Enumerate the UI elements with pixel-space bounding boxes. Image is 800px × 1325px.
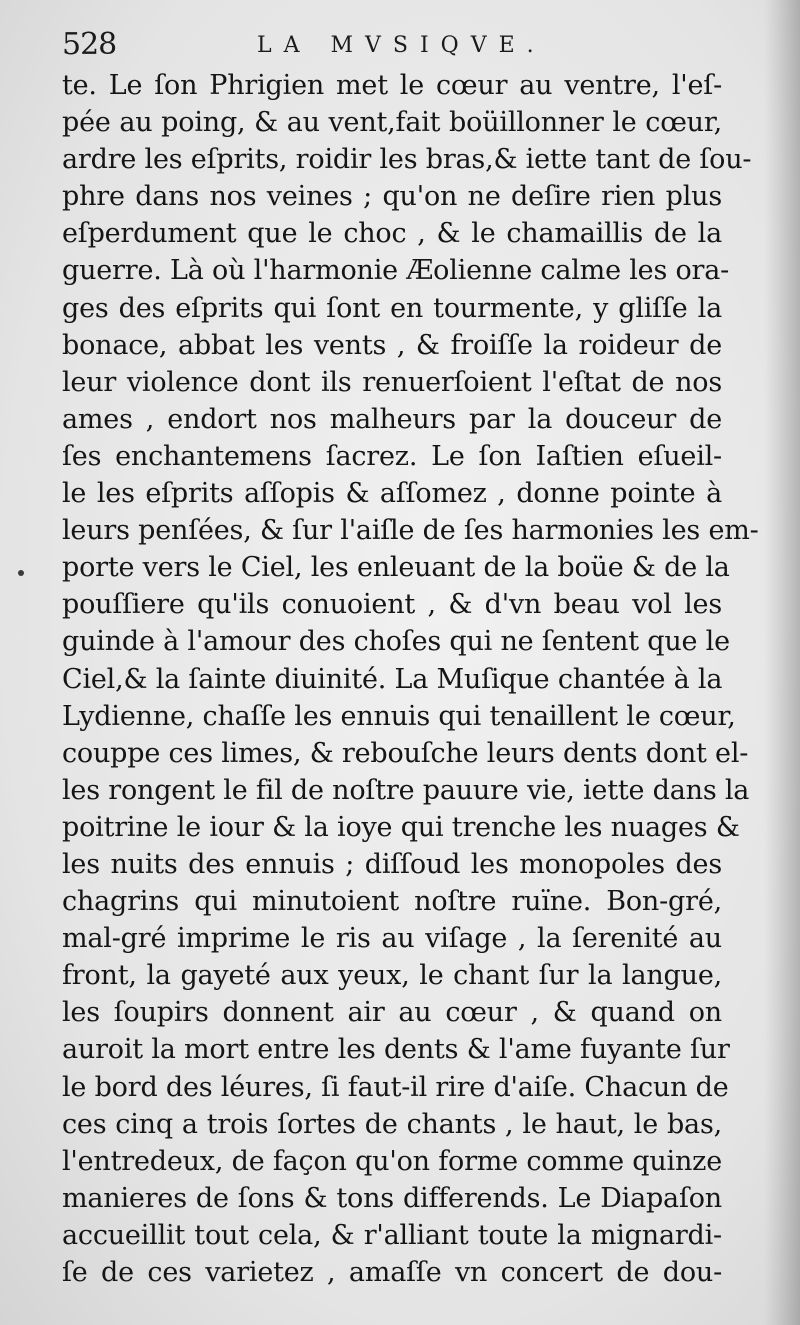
text-line: porte vers le Ciel, les enleuant de la boüe & de la [62,552,730,584]
text-line: pouſſiere qu'ils conuoient , & d'vn beau vol les [62,589,722,621]
running-title: LA MVSIQVE. [257,33,546,58]
text-line: guinde à l'amour des choſes qui ne ſentent que le [62,626,730,658]
text-line: ames , endort nos malheurs par la douceur de [62,403,722,435]
text-line: ſe de ces varietez , amaſſe vn concert de dou- [62,1257,722,1288]
text-line: pée au poing, & au vent,fait boüillonner le cœur, [62,107,722,139]
text-line: couppe ces limes, & rebouſche leurs dents dont el- [62,737,749,769]
text-line: le les eſprits aſſopis & aſſomez , donne pointe à [62,478,722,510]
page-edge-shadow [764,0,800,1325]
text-line: leurs penſées, & ſur l'aiſle de ſes harmonies les em- [62,515,759,547]
ink-speck [18,570,24,576]
text-line: leur violence dont ils renuerſoient l'eſtat de nos [62,366,722,398]
text-line: Lydienne, chaſſe les ennuis qui tenaillent le cœur, [62,700,736,732]
text-line: Ciel,& la ſainte diuinité. La Muſique chantée à la [62,663,723,695]
text-line: accueillit tout cela, & r'alliant toute la mignardi- [62,1219,722,1251]
body-text [62,67,759,1291]
text-line: les rongent le fil de noſtre pauure vie, iette dans la [62,774,750,806]
page-number: 528 [62,27,117,62]
text-line: ardre les eſprits, roidir les bras,& iette tant de ſou- [62,144,752,176]
text-line: l'entredeux, de façon qu'on forme comme quinze [62,1145,722,1177]
text-line: poitrine le iour & la ioye qui trenche les nuages & [62,811,740,843]
text-line: auroit la mort entre les dents & l'ame fuyante ſur [62,1034,730,1066]
text-line: les nuits des ennuis ; diſſoud les monopoles des [62,848,722,880]
text-line: eſperdument que le choc , & le chamaillis de la [62,218,722,250]
text-line: guerre. Là où l'harmonie Æolienne calme les ora- [62,255,730,287]
text-line: mal-gré imprime le ris au viſage , la ſerenité au [62,923,722,955]
text-line: le bord des léures, ſi faut-il rire d'aiſe. Chacun de [62,1071,729,1103]
text-line: manieres de ſons & tons differends. Le Diapaſon [62,1182,722,1214]
text-line: front, la gayeté aux yeux, le chant ſur la langue, [62,960,722,992]
text-line: ſes enchantemens ſacrez. Le ſon Iaſtien eſueil- [62,440,722,472]
text-line: chagrins qui minutoient noſtre ruïne. Bon-gré, [62,886,722,918]
text-line: te. Le ſon Phrigien met le cœur au ventre, l'eſ- [62,70,722,101]
text-line: les ſoupirs donnent air au cœur , & quand on [62,997,722,1029]
text-line: phre dans nos veines ; qu'on ne deſire rien plus [62,181,722,213]
text-line: ges des eſprits qui ſont en tourmente, y gliſſe la [62,292,722,324]
running-head [62,28,662,62]
text-line: bonace, abbat les vents , & froiſſe la roideur de [62,329,722,361]
text-line: ces cinq a trois ſortes de chants , le haut, le bas, [62,1108,722,1140]
